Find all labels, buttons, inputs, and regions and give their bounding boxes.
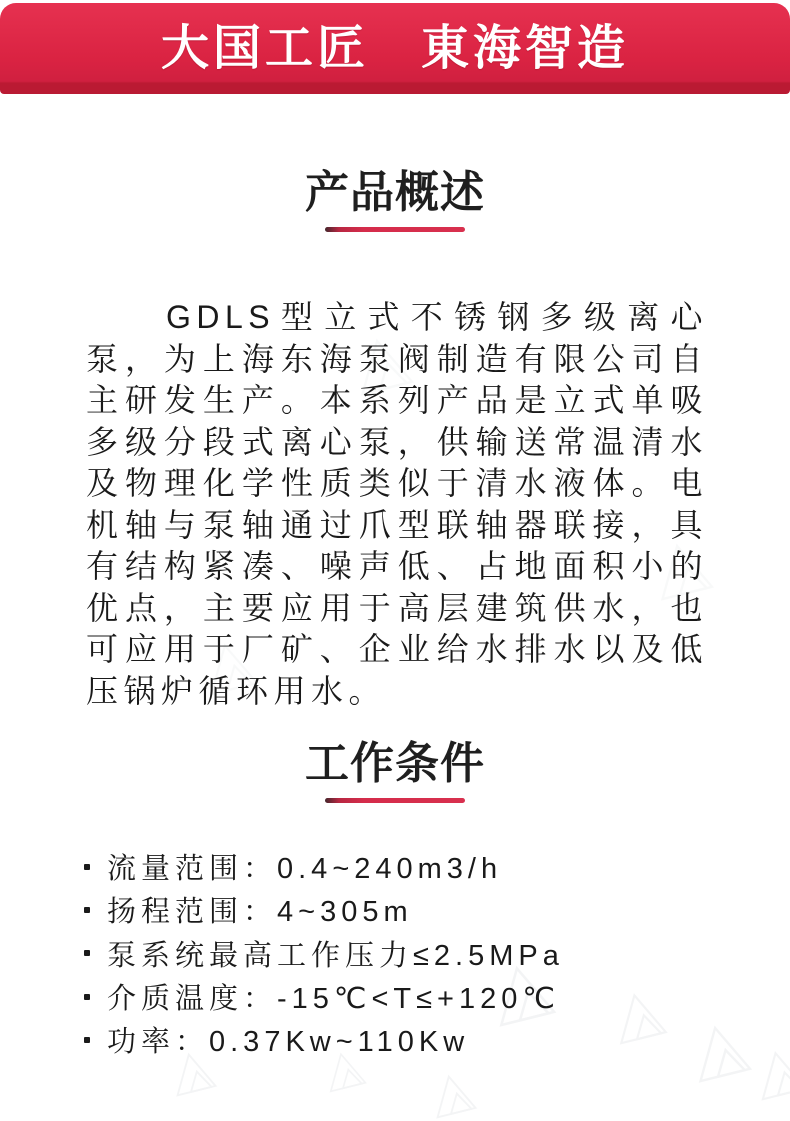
bullet-dot bbox=[84, 994, 90, 1000]
list-item bbox=[84, 845, 724, 888]
list-item bbox=[84, 1018, 724, 1061]
watermark-logo-icon bbox=[746, 1042, 790, 1105]
condition-head-range: 扬程范围：4~305m bbox=[107, 896, 413, 929]
list-item bbox=[84, 932, 724, 975]
working-conditions-heading: 工作条件 bbox=[305, 739, 485, 788]
bullet-dot bbox=[84, 907, 90, 913]
bullet-dot bbox=[84, 950, 90, 956]
list-item bbox=[84, 975, 724, 1018]
overview-paragraph: GDLS型立式不锈钢多级离心泵，为上海东海泵阀制造有限公司自主研发生产。本系列产品是立式单吸多级分段式离心泵，供输送常温清水及物理化学性质类似于清水液体。电机轴与泵轴通过爪型联轴器联接，具有结构紧凑、噪声低、占地面积小的优点，主要应用于高层建筑供水，也可应用于厂矿、企业给水排水以及低压锅炉循环用水。 bbox=[86, 299, 708, 709]
condition-medium-temperature: 介质温度：-15℃<T≤+120℃ bbox=[107, 983, 560, 1016]
condition-flow-range: 流量范围：0.4~240m3/h bbox=[107, 853, 503, 886]
working-conditions-heading-underline bbox=[325, 798, 465, 803]
bullet-dot bbox=[84, 864, 90, 870]
banner-title: 大国工匠 東海智造 bbox=[160, 21, 629, 75]
condition-power-range: 功率：0.37Kw~110Kw bbox=[107, 1026, 470, 1059]
header-banner bbox=[0, 3, 790, 94]
overview-heading-underline bbox=[325, 227, 465, 232]
watermark-logo-icon bbox=[423, 1067, 479, 1121]
overview-heading: 产品概述 bbox=[305, 168, 485, 217]
bullet-dot bbox=[84, 1037, 90, 1043]
working-conditions-list bbox=[84, 845, 724, 1061]
list-item bbox=[84, 888, 724, 931]
condition-max-pressure: 泵系统最高工作压力≤2.5MPa bbox=[107, 939, 564, 972]
